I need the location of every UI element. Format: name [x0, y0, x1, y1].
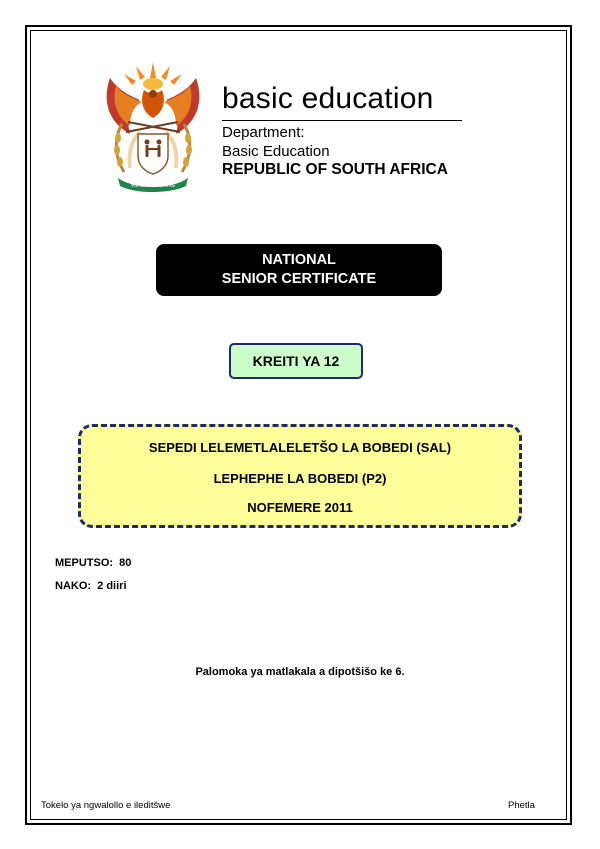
- certificate-line-1: NATIONAL: [262, 252, 336, 268]
- copyright-footer: Tokelo ya ngwalollo e ileditšwe: [41, 800, 171, 811]
- page-count-note: Palomoka ya matlakala a dipotšišo ke 6.: [195, 666, 405, 678]
- certificate-line-2: SENIOR CERTIFICATE: [221, 271, 377, 287]
- certificate-box: [156, 244, 442, 296]
- marks-label: MEPUTSO: 80: [55, 557, 132, 569]
- subject-session: NOFEMERE 2011: [247, 500, 353, 515]
- country-name: REPUBLIC OF SOUTH AFRICA: [222, 161, 448, 178]
- subject-title: SEPEDI LELEMETLALELETŠO LA BOBEDI (SAL): [148, 440, 452, 455]
- brand-underline: [222, 120, 462, 121]
- subject-paper: LEPHEPHE LA BOBEDI (P2): [213, 471, 387, 486]
- coat-of-arms-icon: [100, 60, 206, 192]
- emblem-motto: !KE E: /XARRA //KE: [130, 183, 176, 189]
- department-label: Department:: [222, 124, 305, 141]
- brand-title: basic education: [222, 82, 434, 115]
- subject-box: [78, 424, 522, 528]
- department-name: Basic Education: [222, 143, 330, 160]
- time-label: NAKO: 2 diiri: [55, 580, 127, 592]
- grade-box: KREITI YA 12: [229, 343, 363, 379]
- turn-over-footer: Phetla: [508, 800, 535, 811]
